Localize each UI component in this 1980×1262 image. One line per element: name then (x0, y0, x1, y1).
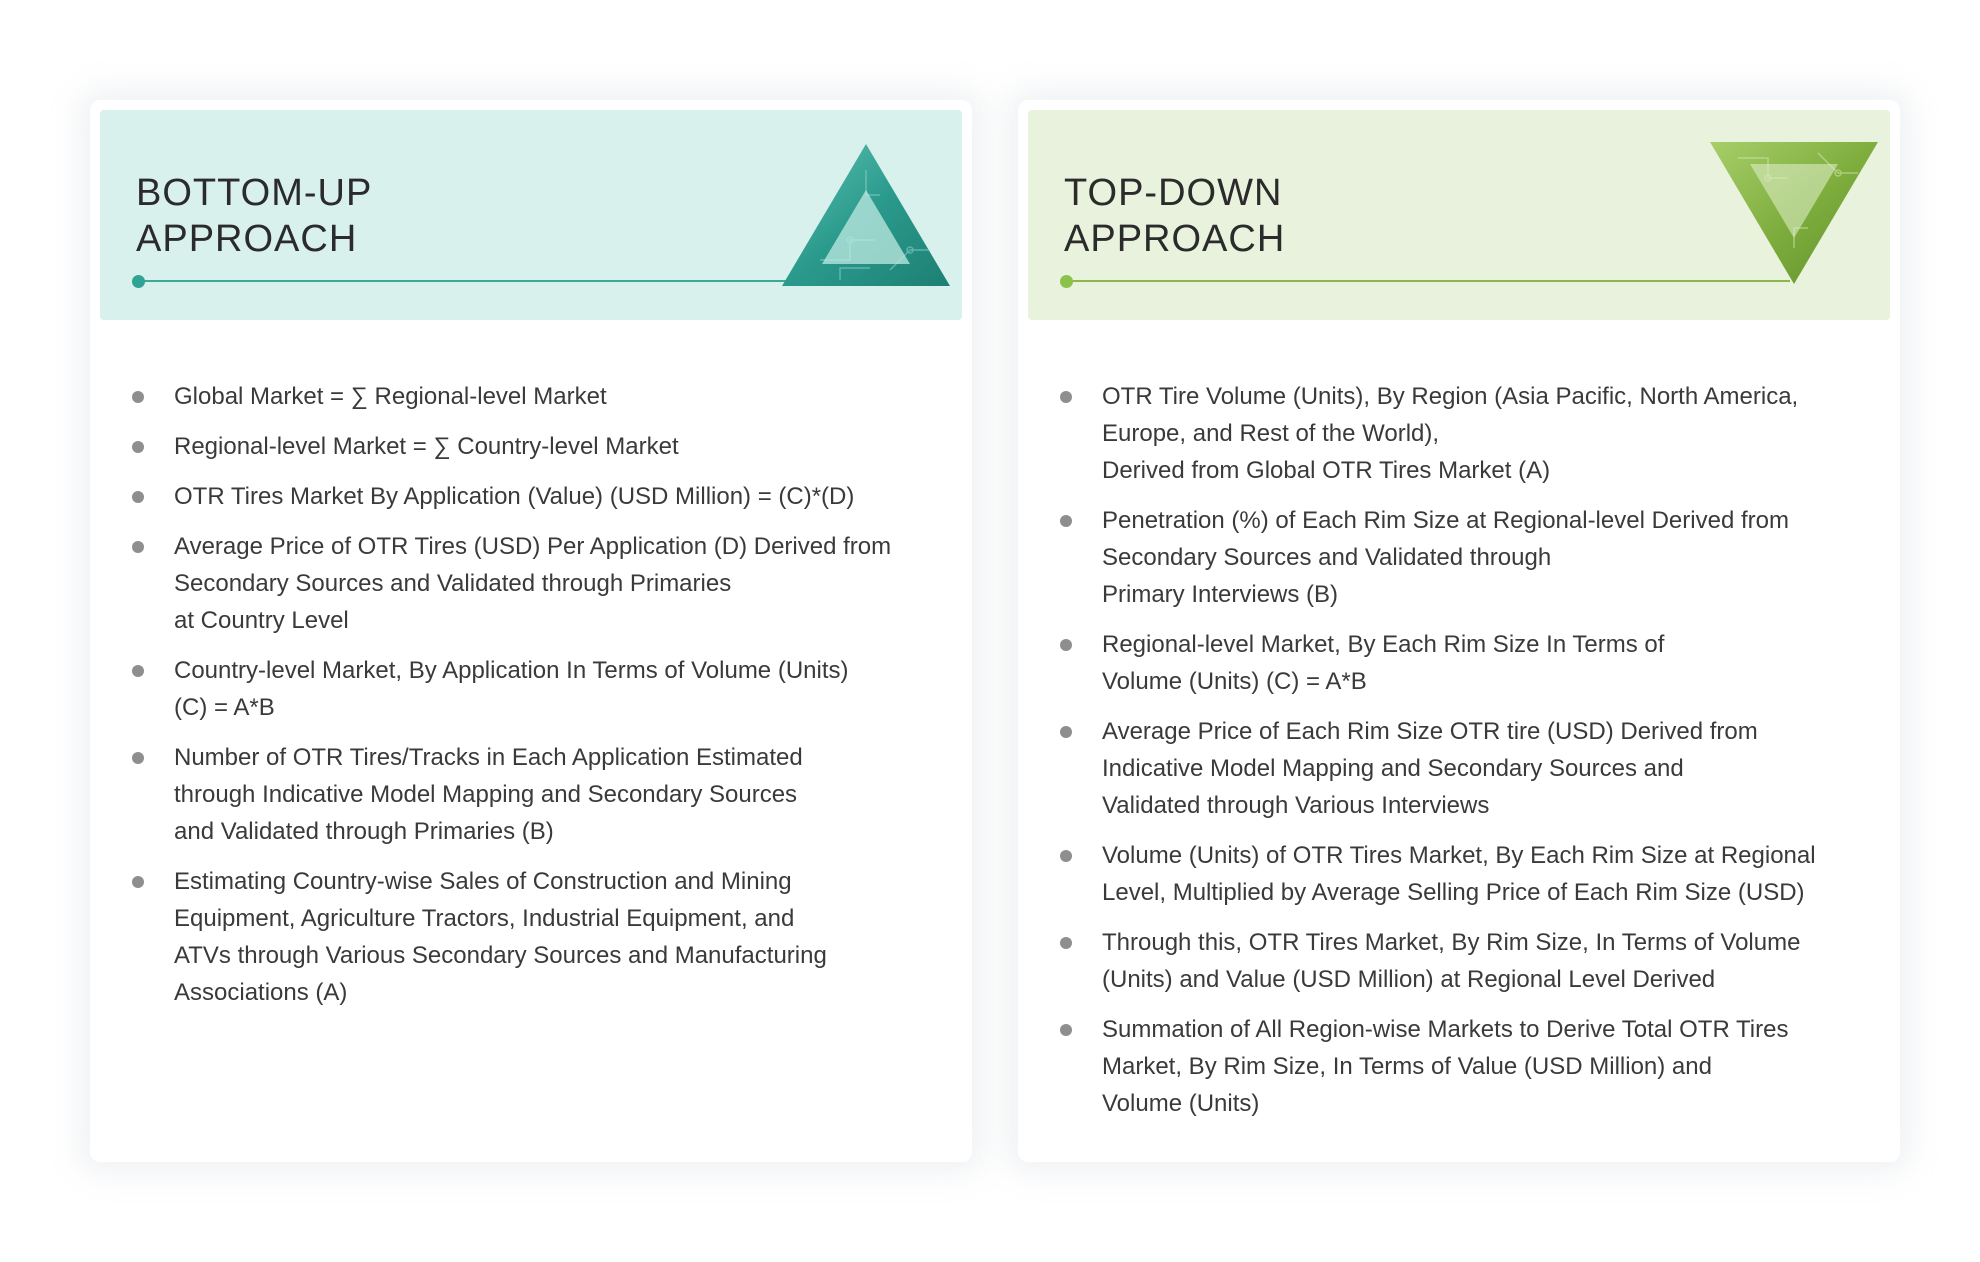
list-item-text: Volume (Units) of OTR Tires Market, By Each Rim Size at Regional Level, Multiplied by Average Selling Price of Each Rim Size (USD) (1102, 842, 1816, 906)
triangle-up-icon (780, 140, 952, 290)
top-down-card (1018, 100, 1900, 1162)
bullet-icon (132, 491, 144, 503)
list-item (1058, 378, 1858, 489)
bottom-up-header (100, 110, 962, 320)
list-item (1058, 924, 1858, 998)
list-item (1058, 837, 1858, 911)
list-item-text: Average Price of OTR Tires (USD) Per Application (D) Derived from Secondary Sources and Validated through Primaries at Country Level (174, 533, 892, 634)
bottom-up-card (90, 100, 972, 1162)
top-down-list (1058, 378, 1858, 1135)
list-item-text: Regional-level Market, By Each Rim Size In Terms of Volume (Units) (C) = A*B (1102, 631, 1665, 695)
bullet-icon (1060, 1024, 1072, 1036)
bullet-icon (1060, 515, 1072, 527)
bullet-icon (132, 752, 144, 764)
list-item-text: Country-level Market, By Application In Terms of Volume (Units) (C) = A*B (174, 657, 849, 721)
bullet-icon (132, 541, 144, 553)
list-item-text: Through this, OTR Tires Market, By Rim Size, In Terms of Volume (Units) and Value (USD Million) at Regional Level Derived (1102, 929, 1801, 993)
bullet-icon (1060, 937, 1072, 949)
bullet-icon (132, 876, 144, 888)
bullet-icon (132, 391, 144, 403)
bullet-icon (1060, 850, 1072, 862)
top-down-title: TOP-DOWN APPROACH (1064, 172, 1286, 260)
list-item-text: Estimating Country-wise Sales of Construction and Mining Equipment, Agriculture Tractors, Industrial Equipment, and ATVs through Various Secondary Sources and Manufacturing Associations (A) (174, 868, 827, 1006)
bottom-up-list (130, 378, 930, 1024)
list-item (130, 652, 930, 726)
bullet-icon (1060, 639, 1072, 651)
list-item (130, 428, 930, 465)
bottom-up-title: BOTTOM-UP APPROACH (136, 172, 373, 260)
list-item-text: Average Price of Each Rim Size OTR tire (USD) Derived from Indicative Model Mapping and Secondary Sources and Validated through Various Interviews (1102, 718, 1758, 819)
list-item-text: Summation of All Region-wise Markets to Derive Total OTR Tires Market, By Rim Size, In Terms of Value (USD Million) and Volume (Units) (1102, 1016, 1789, 1117)
list-item (1058, 502, 1858, 613)
list-item (130, 478, 930, 515)
list-item-text: Number of OTR Tires/Tracks in Each Application Estimated through Indicative Model Mapping and Secondary Sources and Validated through Primaries (B) (174, 744, 803, 845)
list-item (130, 739, 930, 850)
bullet-icon (132, 441, 144, 453)
list-item-text: OTR Tire Volume (Units), By Region (Asia Pacific, North America, Europe, and Rest of the World), Derived from Global OTR Tires Market (A) (1102, 383, 1799, 484)
bullet-icon (1060, 726, 1072, 738)
bottom-up-underline (136, 280, 786, 282)
list-item (1058, 626, 1858, 700)
top-down-header (1028, 110, 1890, 320)
bottom-up-underline-dot (132, 275, 145, 288)
list-item-text: Global Market = ∑ Regional-level Market (174, 383, 607, 410)
list-item-text: Regional-level Market = ∑ Country-level Market (174, 433, 679, 460)
list-item (1058, 1011, 1858, 1122)
bullet-icon (132, 665, 144, 677)
list-item (130, 863, 930, 1011)
triangle-down-icon (1708, 138, 1880, 288)
bullet-icon (1060, 391, 1072, 403)
list-item (1058, 713, 1858, 824)
list-item-text: OTR Tires Market By Application (Value) (USD Million) = (C)*(D) (174, 483, 855, 510)
top-down-underline (1064, 280, 1790, 282)
list-item (130, 378, 930, 415)
list-item-text: Penetration (%) of Each Rim Size at Regional-level Derived from Secondary Sources and Validated through Primary Interviews (B) (1102, 507, 1789, 608)
top-down-underline-dot (1060, 275, 1073, 288)
list-item (130, 528, 930, 639)
